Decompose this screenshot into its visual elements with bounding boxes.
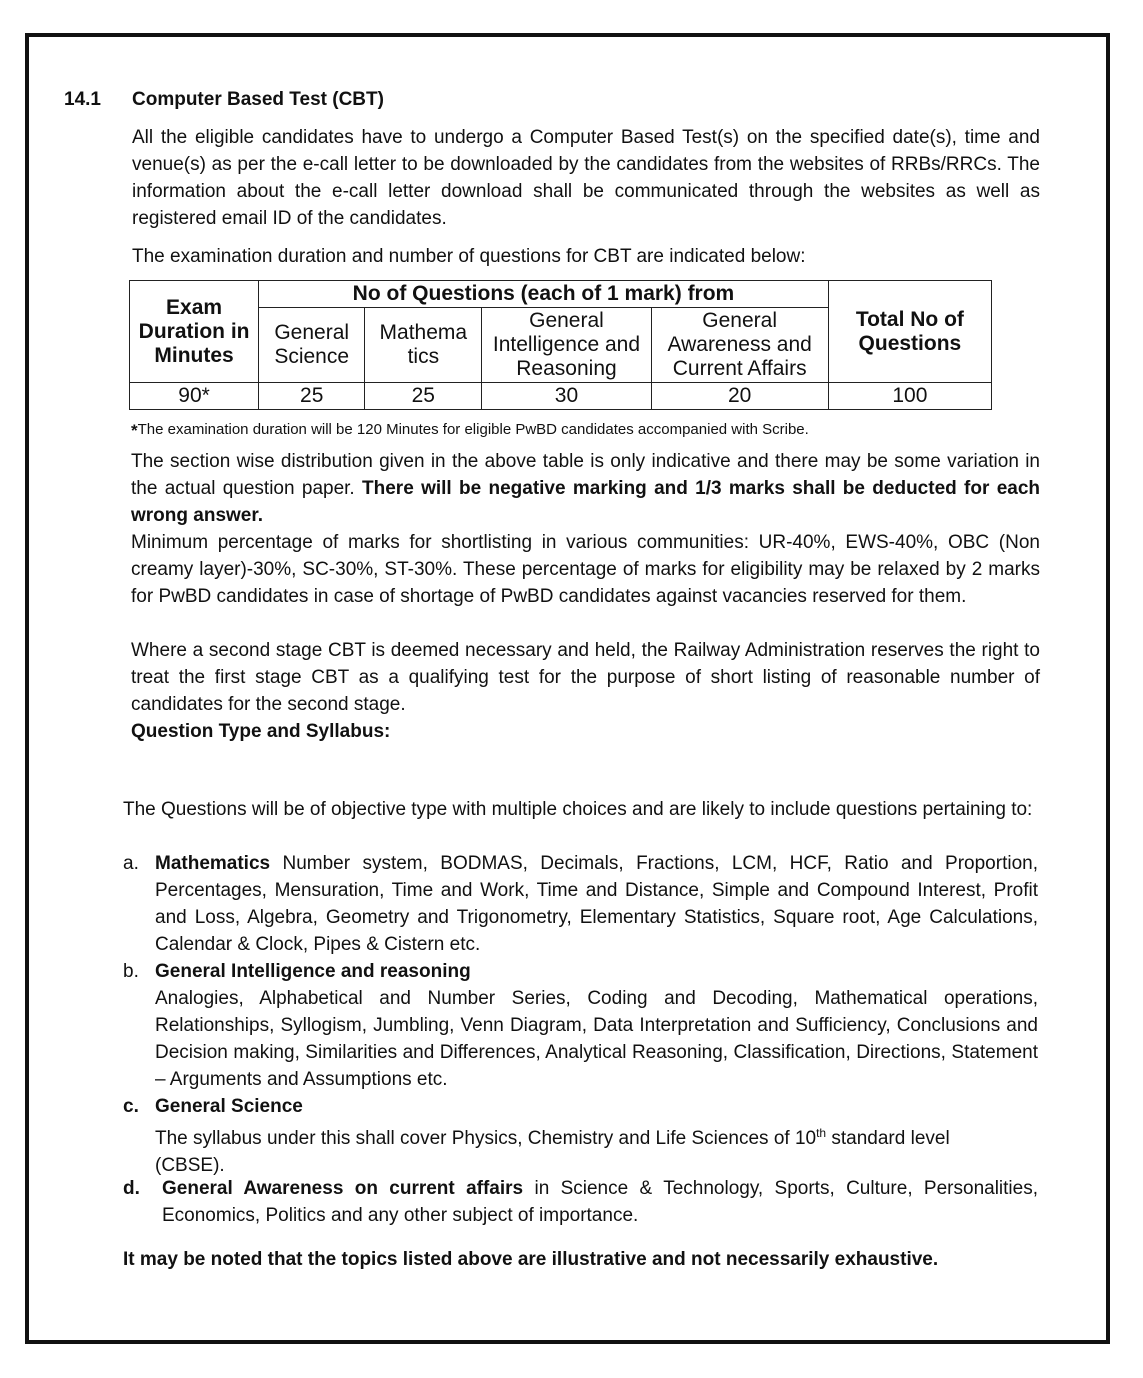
header-awareness: General Awareness and Current Affairs: [651, 308, 828, 383]
header-general-science: General Science: [259, 308, 365, 383]
negative-marking-paragraph: [131, 448, 1040, 529]
syllabus-item-awareness: [162, 1175, 1038, 1229]
header-reasoning: General Intelligence and Reasoning: [482, 308, 651, 383]
closing-note: It may be noted that the topics listed above are illustrative and not necessarily exhaustive.: [123, 1249, 939, 1270]
cell-reasoning: 30: [482, 383, 651, 410]
syllabus-intro: The Questions will be of objective type with multiple choices and are likely to include questions pertaining to:: [123, 799, 1033, 820]
second-stage-paragraph: Where a second stage CBT is deemed necessary and held, the Railway Administration reserves the right to treat the first stage CBT as a qualifying test for the purpose of short listing of reasonable number of candidates for the second stage.: [131, 640, 1040, 715]
cell-duration: 90*: [130, 383, 259, 410]
item-d-letter: d.: [123, 1178, 140, 1199]
cell-total: 100: [828, 383, 991, 410]
footnote-text: The examination duration will be 120 Minutes for eligible PwBD candidates accompanied with Scribe.: [137, 421, 809, 438]
cell-general-science: 25: [259, 383, 365, 410]
item-c-letter: c.: [123, 1096, 139, 1117]
item-a-title: Mathematics: [155, 853, 271, 874]
syllabus-heading: Question Type and Syllabus:: [131, 721, 391, 742]
section-title: Computer Based Test (CBT): [132, 89, 384, 110]
item-c-text: [155, 1120, 995, 1179]
item-c-text-before: The syllabus under this shall cover Physics, Chemistry and Life Sciences of 10: [155, 1128, 817, 1149]
negative-marking-note: There will be negative marking and 1/3 marks shall be deducted for each wrong answer.: [131, 478, 1040, 526]
cell-mathematics: 25: [365, 383, 482, 410]
item-c-text-after: standard level (CBSE).: [155, 1128, 950, 1176]
minimum-marks-paragraph: Minimum percentage of marks for shortlisting in various communities: UR-40%, EWS-40%, OBC (Non creamy layer)-30%, SC-30%, ST-30%. These percentage of marks for eligibility may be relaxed by 2 marks for PwBD candidates in case of shortage of PwBD candidates against vacancies reserved for them.: [131, 532, 1040, 607]
item-d-title: General Awareness on current affairs: [162, 1178, 524, 1199]
header-duration: Exam Duration in Minutes: [130, 281, 259, 383]
item-b-letter: b.: [123, 961, 139, 982]
table-footnote: [131, 421, 1031, 440]
table-header-row: [130, 281, 992, 308]
header-question-group: No of Questions (each of 1 mark) from: [259, 281, 829, 308]
item-c-superscript: th: [816, 1126, 827, 1140]
item-d-text: in Science & Technology, Sports, Culture, Personalities, Economics, Politics and any other subject of importance.: [162, 1178, 1038, 1226]
distribution-note: The section wise distribution given in the above table is only indicative and there may be some variation in the actual question paper.: [131, 451, 1040, 499]
section-number: 14.1: [64, 89, 101, 110]
footnote-marker: *: [131, 421, 138, 440]
syllabus-item-mathematics: [155, 850, 1038, 958]
item-a-letter: a.: [123, 853, 139, 874]
table-row: [130, 383, 992, 410]
cell-awareness: 20: [651, 383, 828, 410]
item-c-title: General Science: [155, 1096, 303, 1117]
section-intro: All the eligible candidates have to undergo a Computer Based Test(s) on the specified date(s), time and venue(s) as per the e-call letter to be downloaded by the candidates from the websites of RRBs/RRCs. The information about the e-call letter download shall be communicated through the websites as well as registered email ID of the candidates.: [132, 127, 1040, 229]
header-total: Total No of Questions: [828, 281, 991, 383]
table-intro: The examination duration and number of questions for CBT are indicated below:: [132, 246, 806, 267]
item-b-text: Analogies, Alphabetical and Number Series, Coding and Decoding, Mathematical operations, Relationships, Syllogism, Jumbling, Venn Diagram, Data Interpretation and Sufficiency, Conclusions and Decision making, Similarities and Differences, Analytical Reasoning, Classification, Directions, Statement – Arguments and Assumptions etc.: [155, 988, 1038, 1090]
cbt-table: [129, 280, 992, 410]
item-b-title: General Intelligence and reasoning: [155, 961, 471, 982]
item-a-text: Number system, BODMAS, Decimals, Fractions, LCM, HCF, Ratio and Proportion, Percentages, Mensuration, Time and Work, Time and Distance, Simple and Compound Interest, Profit and Loss, Algebra, Geometry and Trigonometry, Elementary Statistics, Square root, Age Calculations, Calendar & Clock, Pipes & Cistern etc.: [155, 853, 1038, 955]
header-mathematics: Mathema tics: [365, 308, 482, 383]
